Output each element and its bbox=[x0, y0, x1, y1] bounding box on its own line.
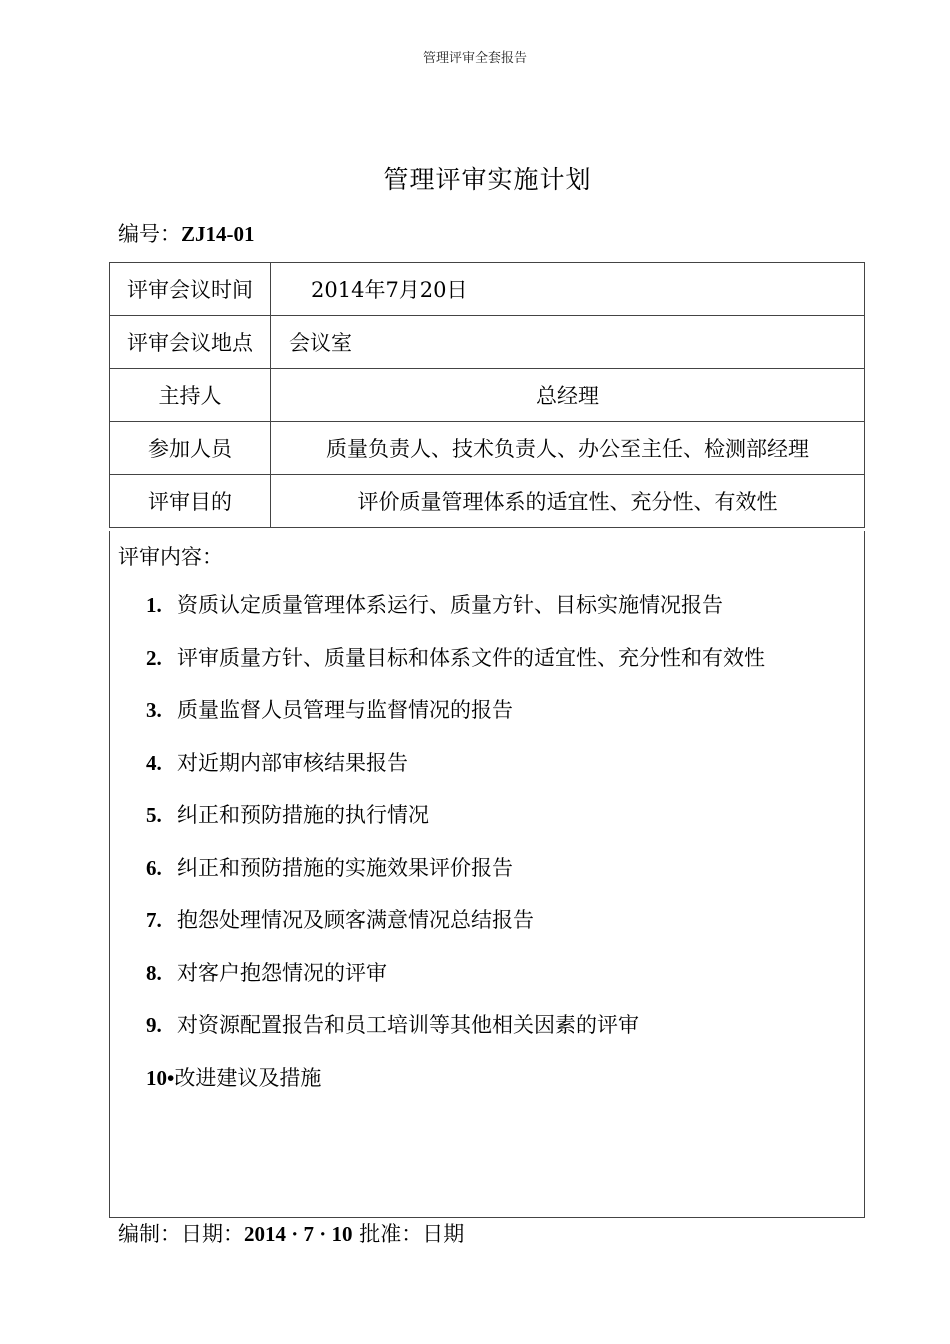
running-header: 管理评审全套报告 bbox=[422, 51, 527, 66]
item-number: 4. bbox=[146, 750, 162, 775]
date-value: 2014 · 7 · 10 bbox=[244, 1222, 353, 1246]
list-item bbox=[146, 852, 765, 905]
item-text: 对资源配置报告和员工培训等其他相关因素的评审 bbox=[177, 1013, 639, 1037]
list-item bbox=[146, 904, 765, 957]
participants-value: 质量负责人、技术负责人、办公至主任、检测部经理 bbox=[271, 422, 865, 475]
table-row bbox=[110, 263, 865, 316]
list-item bbox=[146, 694, 765, 747]
item-text: 纠正和预防措施的执行情况 bbox=[177, 803, 429, 827]
meeting-place-value: 会议室 bbox=[271, 316, 865, 369]
list-item bbox=[146, 642, 765, 695]
list-item bbox=[146, 799, 765, 852]
list-item bbox=[146, 1009, 765, 1062]
purpose-value: 评价质量管理体系的适宜性、充分性、有效性 bbox=[271, 475, 865, 528]
item-text: 纠正和预防措施的实施效果评价报告 bbox=[177, 855, 513, 880]
item-text: 改进建议及措施 bbox=[174, 1065, 322, 1090]
list-item bbox=[146, 589, 765, 642]
item-number: 7. bbox=[146, 908, 162, 932]
item-number: 2. bbox=[146, 645, 162, 670]
meeting-place-label: 评审会议地点 bbox=[110, 316, 271, 369]
date-label-2: 日期 bbox=[422, 1222, 465, 1246]
table-row bbox=[110, 475, 865, 528]
doc-number bbox=[118, 218, 255, 248]
page-title: 管理评审实施计划 bbox=[383, 165, 592, 194]
approved-label: 批准： bbox=[359, 1222, 423, 1246]
list-item bbox=[146, 957, 765, 1010]
item-number: 1. bbox=[146, 593, 162, 617]
host-value: 总经理 bbox=[271, 369, 865, 422]
item-number: 9. bbox=[146, 1013, 162, 1037]
table-row bbox=[110, 369, 865, 422]
item-text: 抱怨处理情况及顾客满意情况总结报告 bbox=[177, 908, 534, 932]
signature-footer bbox=[118, 1218, 464, 1248]
item-number: 5. bbox=[146, 803, 162, 827]
participants-label: 参加人员 bbox=[110, 422, 271, 475]
item-text: 对客户抱怨情况的评审 bbox=[177, 960, 387, 985]
item-text: 对近期内部审核结果报告 bbox=[177, 750, 408, 775]
list-item bbox=[146, 1062, 765, 1115]
review-content-box bbox=[109, 531, 865, 1218]
table-row bbox=[110, 422, 865, 475]
list-item bbox=[146, 747, 765, 800]
item-text: 评审质量方针、质量目标和体系文件的适宜性、充分性和有效性 bbox=[177, 645, 765, 670]
info-table bbox=[109, 262, 865, 528]
meeting-time-value: 2014年7月20日 bbox=[271, 263, 865, 316]
doc-number-value: ZJ14-01 bbox=[181, 222, 255, 246]
item-number: 3. bbox=[146, 698, 162, 722]
meeting-time-label: 评审会议时间 bbox=[110, 263, 271, 316]
item-number: 8. bbox=[146, 960, 162, 985]
item-text: 质量监督人员管理与监督情况的报告 bbox=[177, 698, 513, 722]
review-items-list bbox=[146, 589, 765, 1114]
doc-number-label: 编号： bbox=[118, 222, 181, 246]
item-number: 6. bbox=[146, 855, 162, 880]
purpose-label: 评审目的 bbox=[110, 475, 271, 528]
table-row bbox=[110, 316, 865, 369]
prepared-label: 编制： bbox=[118, 1222, 181, 1246]
item-text: 资质认定质量管理体系运行、质量方针、目标实施情况报告 bbox=[177, 593, 723, 617]
review-content-label: 评审内容： bbox=[118, 545, 223, 569]
host-label: 主持人 bbox=[110, 369, 271, 422]
date-label: 日期： bbox=[181, 1222, 244, 1246]
item-number: 10• bbox=[146, 1065, 175, 1090]
